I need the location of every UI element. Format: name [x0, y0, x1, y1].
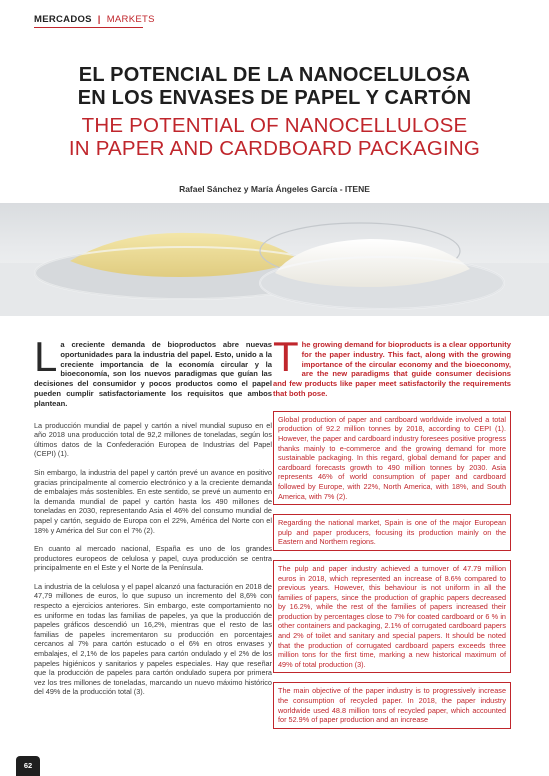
title-english	[0, 114, 549, 160]
title-es-line-1: EL POTENCIAL DE LA NANOCELULOSA	[78, 64, 471, 86]
section-name-es: MERCADOS	[34, 14, 92, 25]
lead-photo	[0, 203, 549, 316]
title-spanish	[0, 64, 549, 110]
section-separator: |	[97, 14, 101, 25]
english-lead	[273, 333, 511, 399]
title-es-line-2: EN LOS ENVASES DE PAPEL Y CARTÓN	[77, 87, 472, 109]
title-en-line-2: IN PAPER AND CARDBOARD PACKAGING	[68, 137, 481, 160]
english-paragraph-2: Regarding the national market, Spain is one of the major European pulp and paper producers, focusing its production mainly on the Eastern and Northern regions.	[273, 514, 511, 551]
english-lead-text: he growing demand for bioproducts is a clear opportunity for the paper industry. This fact, along with the growing importance of the circular economy and the bioeconomy, are the new paradigms that guide consumer decisions and few products like paper meet satisfactorily the requirements that both pose.	[273, 340, 511, 398]
spanish-paragraph-1: La producción mundial de papel y cartón a nivel mundial supuso en el año 2018 una producción total de 92,2 millones de toneladas, según los últimos datos de la Confederación Europea de Industrias del Papel (CEPI) (1).	[34, 420, 272, 459]
spanish-column	[34, 333, 272, 706]
petri-dishes-illustration	[0, 203, 549, 316]
authors-line: Rafael Sánchez y María Ángeles García - ITENE	[179, 184, 370, 194]
english-column	[273, 333, 511, 738]
page-number: 62	[16, 756, 40, 776]
section-name-en: MARKETS	[106, 14, 155, 25]
english-paragraph-3: The pulp and paper industry achieved a turnover of 47.79 million euros in 2018, which represented an increase of 8.6% compared to previous years. However, this behaviour is not uniform in all the families of papers, since the production of graphic papers decreased by 16.2%, while the rest of the families of papers increased their production by percentages close to 7% for coated cardboard or 6 % in other containers and packaging, 2.1% of corrugated cardboard papers and 2% of toilet and sanitary and special papers. It should be noted that the production of corrugated cardboard papers exceeds three million tons for the first time, marking a new historical maximum of 49% of total production (3).	[273, 560, 511, 674]
spanish-paragraph-4: La industria de la celulosa y el papel alcanzó una facturación en 2018 de 47,79 millones de euros, lo que supuso un incremento del 8,6% con respecto a ejercicios anteriores. Sin embargo, este comportamiento no es uniforme en todas las familias de papeles, ya que la producción de papeles gráficos descendió un 16,2%, mientras que el resto de las familias de papeles incrementaron su producción en porcentajes cercanos al 7% para cartón estucado o el 6% en otros envases y embalajes, el 2,1% de los papeles para cartón ondulado y el 2% de los papeles higiénicos y sanitarios y papeles especiales. Hay que reseñar que la producción de papeles para cartón ondulado supera por primera vez los tres millones de toneladas, marcando un nuevo máximo histórico del 49% de la producción total (3).	[34, 581, 272, 697]
english-dropcap: T	[273, 333, 299, 380]
spanish-paragraph-3: En cuanto al mercado nacional, España es uno de los grandes productores europeos de celulosa y papel, cuya producción se centra principalmente en el Este y el Norte de la Península.	[34, 544, 272, 573]
spanish-paragraph-2: Sin embargo, la industria del papel y cartón prevé un avance en positivo gracias principalmente al comercio electrónico y a la creciente demanda de embalajes más sostenibles. En este sentido, se prevé un aumento en la demanda mundial de papel y cartón hasta los 490 millones de toneladas en 2030, representando Asia el 46% del consumo mundial de papel y cartón, seguido de Europa con el 22%, América del Norte con el 18% y América del Sur con el 7% (2).	[34, 467, 272, 535]
english-paragraph-1: Global production of paper and cardboard worldwide involved a total production of 92.2 million tonnes by 2018, according to CEPI (1). However, the paper and cardboard industry foresees positive progress thanks mainly to e-commerce and the growing demand for more sustainable packaging. In this regard, global demand for paper and cardboard forecasts growth to 490 million tonnes by 2030. Asia represents 46% of world consumption of paper and cardboard followed by Europe, with 22%, North America, with 18%, and South America, with 7% (2).	[273, 411, 511, 505]
spanish-lead-text: a creciente demanda de bioproductos abre nuevas oportunidades para la industria del papel. Esto, unido a la creciente importancia de la economía circular y la bioeconomía, son los nuevos paradigmas que guían las decisiones del consumidor y pocos productos como el papel pueden cumplir satisfactoriamente los requisitos que ambos plantean.	[34, 340, 272, 408]
header-rule	[34, 27, 143, 28]
title-en-line-1: THE POTENTIAL OF NANOCELLULOSE	[81, 114, 468, 137]
section-header	[34, 14, 155, 25]
spanish-dropcap: L	[34, 333, 58, 380]
english-paragraph-4: The main objective of the paper industry is to progressively increase the consumption of recycled paper. In 2018, the paper industry worldwide used 48.8 million tons of recycled paper, which accounted for 52.9% of paper production and an increase	[273, 682, 511, 728]
spanish-lead	[34, 333, 272, 409]
